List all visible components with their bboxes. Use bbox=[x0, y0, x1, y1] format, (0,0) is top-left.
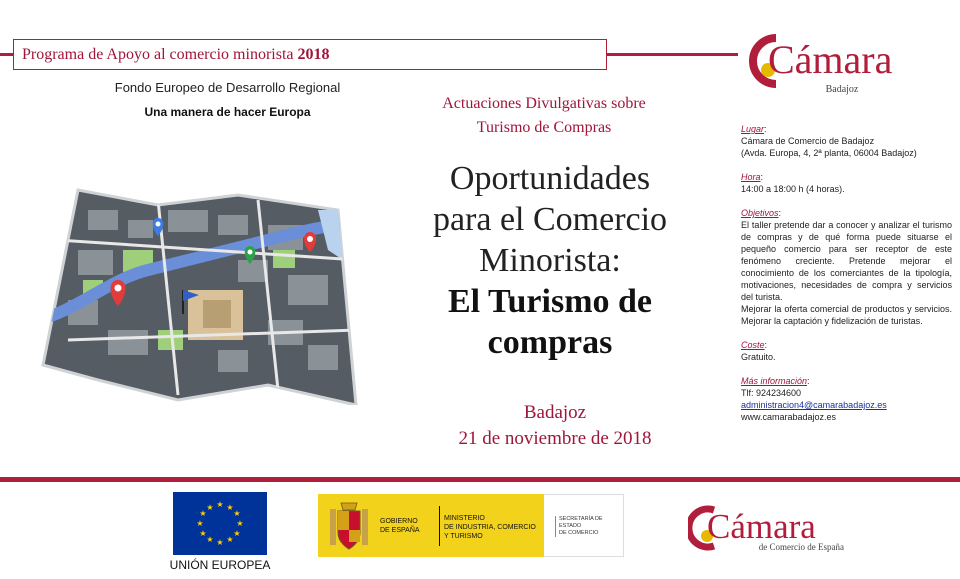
eu-label: UNIÓN EUROPEA bbox=[169, 558, 271, 572]
event-series-line2: Turismo de Compras bbox=[476, 119, 612, 136]
lugar-line2: (Avda. Europa, 4, 2ª planta, 06004 Badajoz) bbox=[741, 148, 917, 158]
logo-top-name: Cámara bbox=[768, 37, 893, 82]
camara-badajoz-logo bbox=[746, 26, 946, 96]
event-title-line3: Minorista: bbox=[479, 242, 621, 279]
phone: Tlf: 924234600 bbox=[741, 388, 802, 398]
svg-text:★: ★ bbox=[216, 500, 224, 509]
fund-name: Fondo Europeo de Desarrollo Regional bbox=[114, 80, 341, 95]
svg-text:★: ★ bbox=[233, 529, 241, 538]
sec-line1: SECRETARÍA DE ESTADO bbox=[559, 516, 603, 529]
svg-text:★: ★ bbox=[236, 519, 244, 528]
logo-bottom-name: Cámara bbox=[707, 507, 816, 546]
logo-bottom-sub: de Comercio de España bbox=[758, 542, 844, 552]
event-date: 21 de noviembre de 2018 bbox=[458, 428, 652, 449]
camara-espana-logo bbox=[688, 500, 858, 560]
event-title-line5: compras bbox=[487, 324, 613, 361]
hora-value: 14:00 a 18:00 h (4 horas). bbox=[741, 184, 845, 194]
lugar-label: Lugar bbox=[741, 124, 765, 134]
eu-flag-icon bbox=[173, 492, 267, 555]
hora-label: Hora bbox=[741, 172, 761, 182]
event-title bbox=[400, 158, 700, 363]
sec-line2: DE COMERCIO bbox=[559, 530, 599, 536]
mas-info-label: Más información bbox=[741, 376, 808, 386]
svg-text:★: ★ bbox=[196, 519, 204, 528]
svg-text:★: ★ bbox=[199, 529, 207, 538]
event-title-line1: Oportunidades bbox=[449, 160, 651, 197]
objetivos-label: Objetivos bbox=[741, 208, 779, 218]
event-place-date bbox=[430, 400, 680, 452]
program-prefix: Programa de Apoyo al comercio minorista bbox=[22, 46, 298, 63]
logo-top-sub: Badajoz bbox=[825, 84, 859, 95]
svg-text:★: ★ bbox=[216, 538, 224, 547]
footer-rule bbox=[0, 477, 960, 482]
gov-line1: GOBIERNO bbox=[380, 518, 418, 525]
event-series bbox=[404, 92, 684, 140]
event-title-line4: El Turismo de bbox=[447, 283, 653, 320]
fund-slogan: Una manera de hacer Europa bbox=[144, 105, 311, 119]
email-link[interactable]: administracion4@camarabadajoz.es bbox=[741, 400, 887, 410]
event-series-line1: Actuaciones Divulgativas sobre bbox=[442, 95, 646, 112]
min-line2: DE INDUSTRIA, COMERCIO bbox=[444, 524, 536, 531]
program-year: 2018 bbox=[297, 46, 330, 63]
coat-of-arms-icon bbox=[326, 499, 372, 553]
lugar-line1: Cámara de Comercio de Badajoz bbox=[741, 136, 875, 146]
event-city: Badajoz bbox=[523, 402, 587, 423]
secretary-name bbox=[555, 516, 623, 537]
gov-line2: DE ESPAÑA bbox=[380, 527, 420, 534]
coste-label: Coste bbox=[741, 340, 765, 350]
city-map-illustration bbox=[38, 180, 368, 405]
min-line1: MINISTERIO bbox=[444, 515, 485, 522]
objetivos-p1: El taller pretende dar a conocer y analizar el turismo de compras y de qué forma puede situarse el pequeño comercio para ser receptor de este fenómeno creciente. Pretende mejorar el conocimiento de los comerciantes de la tipología, motivaciones, necesidades de compra y servicios del turista. bbox=[741, 220, 952, 302]
gov-divider bbox=[439, 506, 440, 546]
svg-text:★: ★ bbox=[206, 503, 214, 512]
event-title-line2: para el Comercio bbox=[432, 201, 668, 238]
svg-text:★: ★ bbox=[206, 535, 214, 544]
program-banner bbox=[13, 39, 607, 70]
ministry-name bbox=[444, 514, 540, 541]
gov-name bbox=[380, 517, 440, 535]
objetivos-p2: Mejorar la oferta comercial de productos y servicios. Mejorar la captación y fidelización de turistas. bbox=[741, 304, 952, 326]
event-details: Lugar: Cámara de Comercio de Badajoz (Avda. Europa, 4, 2ª planta, 06004 Badajoz) Hora: 14:00 a 18:00 h (4 horas). Objetivos: El taller pretende dar a conocer y analizar el turismo de compras y de qué forma puede situarse el pequeño comercio para ser receptor de este fenómeno creciente. Pretende mejorar el conocimiento de los comerciantes de la tipología, motivaciones, necesidades de compra y servicios del turista. Mejorar la oferta comercial de productos y servicios. Mejorar la captación y fidelización de turistas. Coste: Gratuito. Más información: Tlf: 924234600 administracion4@camarabadajoz.es www.camarabadajoz.es bbox=[741, 124, 952, 422]
svg-text:★: ★ bbox=[226, 503, 234, 512]
coste-value: Gratuito. bbox=[741, 352, 776, 362]
svg-text:★: ★ bbox=[226, 535, 234, 544]
website: www.camarabadajoz.es bbox=[741, 412, 837, 422]
svg-text:★: ★ bbox=[233, 509, 241, 518]
min-line3: Y TURISMO bbox=[444, 533, 483, 540]
svg-text:★: ★ bbox=[199, 509, 207, 518]
